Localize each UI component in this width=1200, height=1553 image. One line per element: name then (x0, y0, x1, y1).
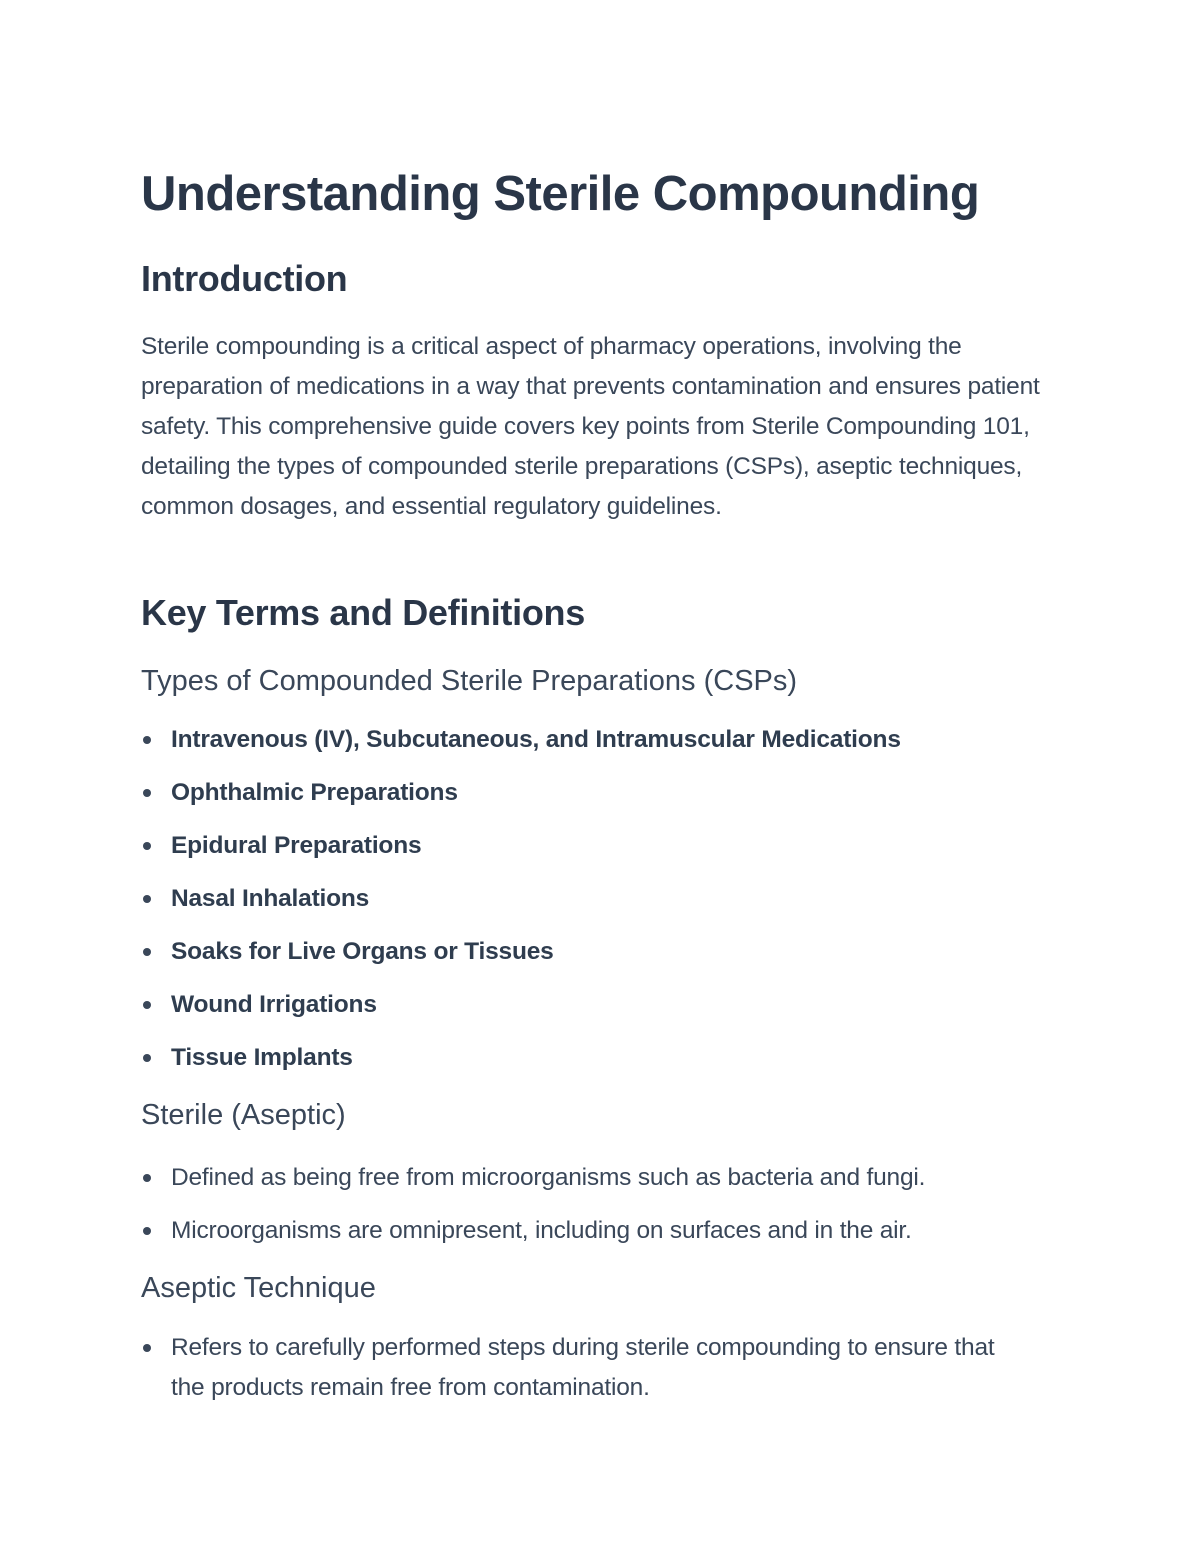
introduction-heading: Introduction (141, 258, 348, 299)
sterile-list (141, 1158, 1061, 1264)
list-item: Defined as being free from microorganisms such as bacteria and fungi. (141, 1158, 1061, 1198)
bullet-icon (143, 789, 151, 797)
list-item: Epidural Preparations (141, 826, 1061, 866)
bullet-icon (143, 1174, 151, 1182)
aseptic-technique-list (141, 1328, 1001, 1421)
bullet-icon (143, 1054, 151, 1062)
key-terms-heading: Key Terms and Definitions (141, 592, 585, 633)
bullet-icon (143, 842, 151, 850)
bullet-icon (143, 1344, 151, 1352)
introduction-paragraph: Sterile compounding is a critical aspect of pharmacy operations, involving the preparation of medications in a way that prevents contamination and ensures patient safety. This comprehensive guide covers key points from Sterile Compounding 101, detailing the types of compounded sterile preparations (CSPs), aseptic techniques, common dosages, and essential regulatory guidelines. (141, 333, 1040, 520)
list-item: Ophthalmic Preparations (141, 773, 1061, 813)
aseptic-technique-heading: Aseptic Technique (141, 1272, 376, 1304)
sterile-heading: Sterile (Aseptic) (141, 1099, 346, 1131)
list-item: Refers to carefully performed steps during sterile compounding to ensure that the products remain free from contamination. (141, 1328, 1001, 1408)
list-item: Intravenous (IV), Subcutaneous, and Intramuscular Medications (141, 720, 1061, 760)
csp-types-heading: Types of Compounded Sterile Preparations (CSPs) (141, 665, 798, 697)
list-item: Nasal Inhalations (141, 879, 1061, 919)
bullet-icon (143, 948, 151, 956)
list-item: Microorganisms are omnipresent, including on surfaces and in the air. (141, 1211, 1061, 1251)
bullet-icon (143, 1227, 151, 1235)
page-title: Understanding Sterile Compounding (141, 167, 980, 221)
bullet-icon (143, 736, 151, 744)
csp-types-list (141, 720, 1061, 1091)
list-item: Wound Irrigations (141, 985, 1061, 1025)
bullet-icon (143, 1001, 151, 1009)
list-item: Tissue Implants (141, 1038, 1061, 1078)
list-item: Soaks for Live Organs or Tissues (141, 932, 1061, 972)
bullet-icon (143, 895, 151, 903)
